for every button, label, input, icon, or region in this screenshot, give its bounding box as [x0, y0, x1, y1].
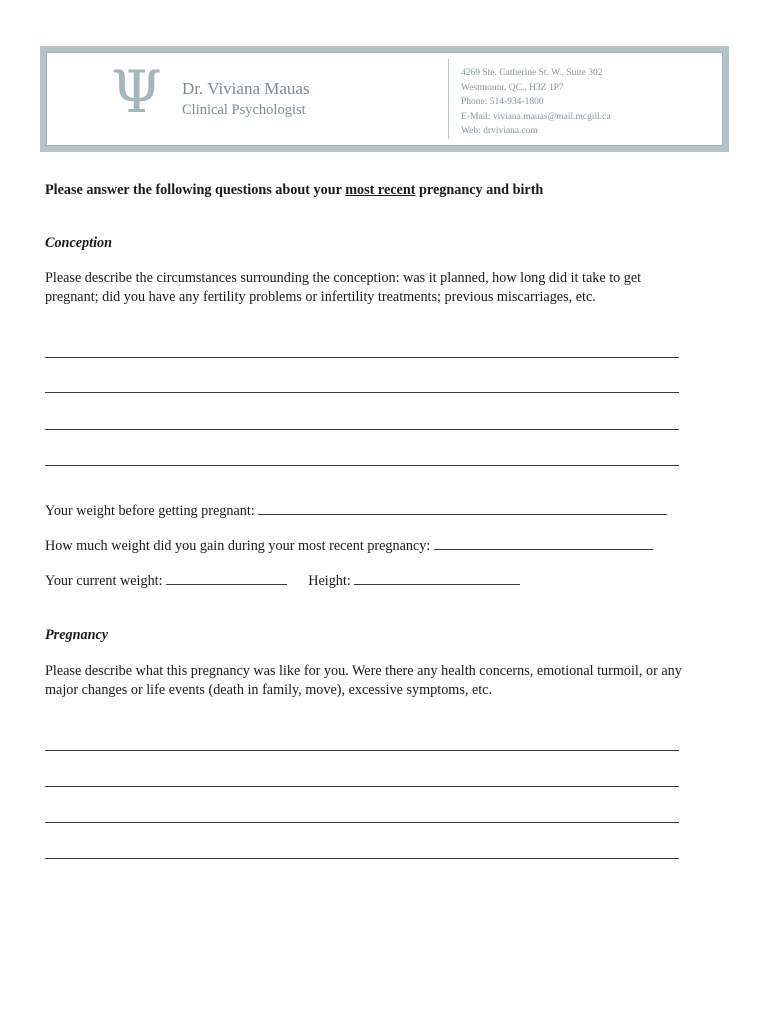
- weight-before-label: Your weight before getting pregnant:: [45, 503, 255, 519]
- letterhead-divider: [448, 59, 449, 139]
- pregnancy-answer-line-4[interactable]: [45, 858, 679, 859]
- current-weight-row: [45, 572, 520, 591]
- conception-answer-line-1[interactable]: [45, 357, 679, 358]
- psi-logo-icon: Ψ: [111, 58, 162, 126]
- pregnancy-answer-line-3[interactable]: [45, 822, 679, 823]
- weight-before-row: [45, 502, 667, 521]
- doctor-title: Clinical Psychologist: [182, 102, 306, 118]
- pregnancy-answer-line-2[interactable]: [45, 786, 679, 787]
- pregnancy-prompt-line2: major changes or life events (death in family, move), excessive symptoms, etc.: [45, 682, 493, 698]
- letterhead-panel: [46, 52, 723, 146]
- height-field[interactable]: [354, 572, 520, 585]
- current-weight-field[interactable]: [166, 572, 287, 585]
- current-weight-label: Your current weight:: [45, 573, 163, 589]
- section-heading-pregnancy: Pregnancy: [45, 627, 109, 643]
- conception-answer-line-2[interactable]: [45, 392, 679, 393]
- section-heading-conception: Conception: [45, 235, 113, 251]
- weight-gain-row: [45, 537, 653, 556]
- instructions-emphasis: most recent: [345, 182, 416, 198]
- doctor-name: Dr. Viviana Mauas: [182, 79, 310, 98]
- weight-before-field[interactable]: [258, 502, 667, 515]
- contact-email: E-Mail: viviana.mauas@mail.mcgill.ca: [461, 111, 611, 122]
- instructions-prefix: Please answer the following questions about your: [45, 182, 346, 198]
- pregnancy-prompt-line1: Please describe what this pregnancy was like for you. Were there any health concerns, emotional turmoil, or any: [45, 663, 682, 679]
- contact-phone: Phone: 514-934-1800: [461, 97, 544, 107]
- conception-prompt-line1: Please describe the circumstances surrounding the conception: was it planned, how long did it take to get: [45, 270, 642, 286]
- contact-city: Westmount, QC., H3Z 1P7: [461, 82, 564, 93]
- conception-answer-line-4[interactable]: [45, 465, 679, 466]
- letterhead: [40, 46, 729, 152]
- conception-answer-line-3[interactable]: [45, 429, 679, 430]
- contact-address: 4269 Ste. Catherine St. W., Suite 302: [461, 68, 603, 78]
- height-label: Height:: [308, 573, 351, 589]
- contact-block: [461, 66, 611, 139]
- instructions-suffix: pregnancy and birth: [415, 182, 544, 198]
- conception-prompt-line2: pregnant; did you have any fertility problems or infertility treatments; previous miscarriages, etc.: [45, 289, 596, 305]
- contact-web: Web: drviviana.com: [461, 126, 538, 136]
- form-instructions: [45, 181, 543, 200]
- weight-gain-label: How much weight did you gain during your most recent pregnancy:: [45, 538, 431, 554]
- pregnancy-answer-line-1[interactable]: [45, 750, 679, 751]
- weight-gain-field[interactable]: [434, 537, 653, 550]
